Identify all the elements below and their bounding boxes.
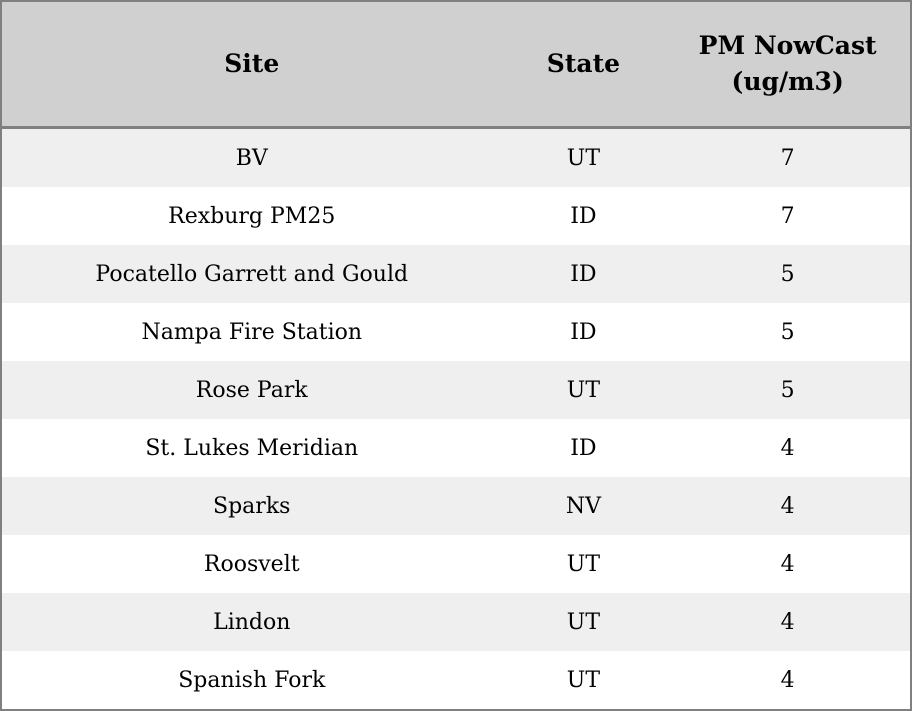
state-cell: UT	[502, 128, 666, 188]
column-header-pm-nowcast	[665, 1, 911, 128]
column-header-site	[1, 1, 502, 128]
pm-nowcast-cell: 4	[665, 593, 911, 651]
pm-nowcast-cell: 5	[665, 361, 911, 419]
table-row	[1, 361, 911, 419]
site-cell: Spanish Fork	[1, 651, 502, 710]
table-header	[1, 1, 911, 128]
site-cell: Roosvelt	[1, 535, 502, 593]
header-row	[1, 1, 911, 128]
table-row	[1, 651, 911, 710]
table-body	[1, 128, 911, 711]
state-cell: ID	[502, 187, 666, 245]
state-cell: UT	[502, 535, 666, 593]
table-row	[1, 245, 911, 303]
site-cell: Nampa Fire Station	[1, 303, 502, 361]
column-header-state-label: State	[546, 49, 621, 78]
pm-nowcast-cell: 4	[665, 477, 911, 535]
state-cell: ID	[502, 303, 666, 361]
pm-nowcast-cell: 4	[665, 535, 911, 593]
table-row	[1, 535, 911, 593]
column-header-pm-nowcast-label: PM NowCast (ug/m3)	[698, 31, 877, 96]
site-cell: Pocatello Garrett and Gould	[1, 245, 502, 303]
column-header-state	[502, 1, 666, 128]
table-row	[1, 187, 911, 245]
site-cell: Rexburg PM25	[1, 187, 502, 245]
table-row	[1, 128, 911, 188]
pm-nowcast-cell: 7	[665, 128, 911, 188]
pm-nowcast-cell: 7	[665, 187, 911, 245]
pm-nowcast-cell: 5	[665, 303, 911, 361]
pm-nowcast-cell: 4	[665, 651, 911, 710]
site-cell: Lindon	[1, 593, 502, 651]
site-cell: Rose Park	[1, 361, 502, 419]
pm-nowcast-cell: 4	[665, 419, 911, 477]
site-cell: Sparks	[1, 477, 502, 535]
site-cell: St. Lukes Meridian	[1, 419, 502, 477]
table-row	[1, 477, 911, 535]
site-cell: BV	[1, 128, 502, 188]
state-cell: ID	[502, 419, 666, 477]
column-header-site-label: Site	[224, 49, 280, 78]
table-row	[1, 303, 911, 361]
table-row	[1, 593, 911, 651]
state-cell: UT	[502, 651, 666, 710]
state-cell: NV	[502, 477, 666, 535]
state-cell: UT	[502, 593, 666, 651]
state-cell: ID	[502, 245, 666, 303]
table-row	[1, 419, 911, 477]
pm-nowcast-cell: 5	[665, 245, 911, 303]
state-cell: UT	[502, 361, 666, 419]
